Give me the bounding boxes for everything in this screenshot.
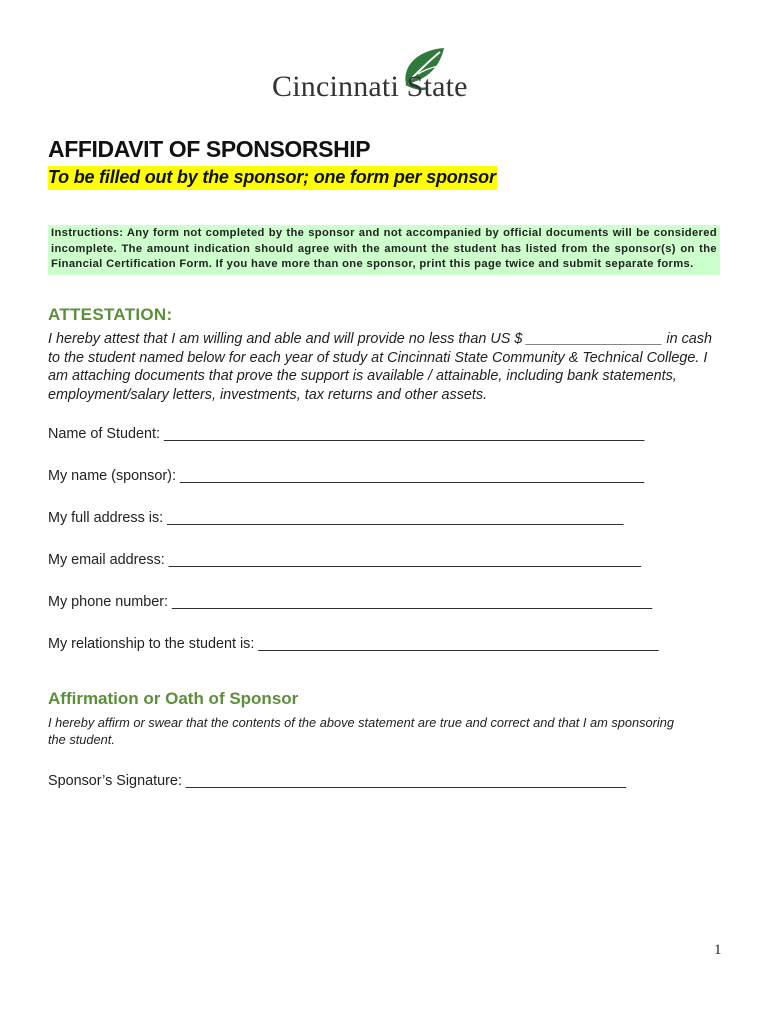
field-phone-number[interactable]: My phone number: ____________________________________________________________	[48, 594, 653, 610]
page-title: AFFIDAVIT OF SPONSORSHIP	[48, 136, 371, 162]
affirmation-heading: Affirmation or Oath of Sponsor	[48, 689, 299, 708]
attestation-text: I hereby attest that I am willing and able and will provide no less than US $ _________________ in cash to the student named below for each year of study at Cincinnati State Community & Technical College. I am attaching documents that prove the support is available / attainable, including bank statements, employment/salary letters, investments, tax returns and other assets.	[48, 331, 713, 403]
cincinnati-state-logo	[268, 44, 488, 110]
field-relationship[interactable]: My relationship to the student is: __________________________________________________	[48, 636, 659, 652]
page-number: 1	[714, 942, 722, 958]
affirmation-text: I hereby affirm or swear that the contents of the above statement are true and correct and that I am sponsoring the student.	[48, 715, 674, 747]
field-sponsor-name[interactable]: My name (sponsor): __________________________________________________________	[48, 468, 645, 484]
attestation-heading: ATTESTATION:	[48, 305, 173, 324]
instructions-box: Instructions: Any form not completed by the sponsor and not accompanied by official documents will be considered incomplete. The amount indication should agree with the amount the student has listed from the sponsor(s) on the Financial Certification Form. If you have more than one sponsor, print this page twice and submit separate forms.	[48, 225, 720, 275]
field-email-address[interactable]: My email address: ___________________________________________________________	[48, 552, 641, 568]
subtitle-highlight: To be filled out by the sponsor; one form per sponsor	[48, 166, 497, 190]
field-student-name[interactable]: Name of Student: ____________________________________________________________	[48, 426, 645, 442]
logo-text: Cincinnati State	[272, 70, 468, 103]
field-full-address[interactable]: My full address is: _________________________________________________________	[48, 510, 624, 526]
field-sponsor-signature[interactable]: Sponsor’s Signature: _______________________________________________________	[48, 773, 627, 789]
